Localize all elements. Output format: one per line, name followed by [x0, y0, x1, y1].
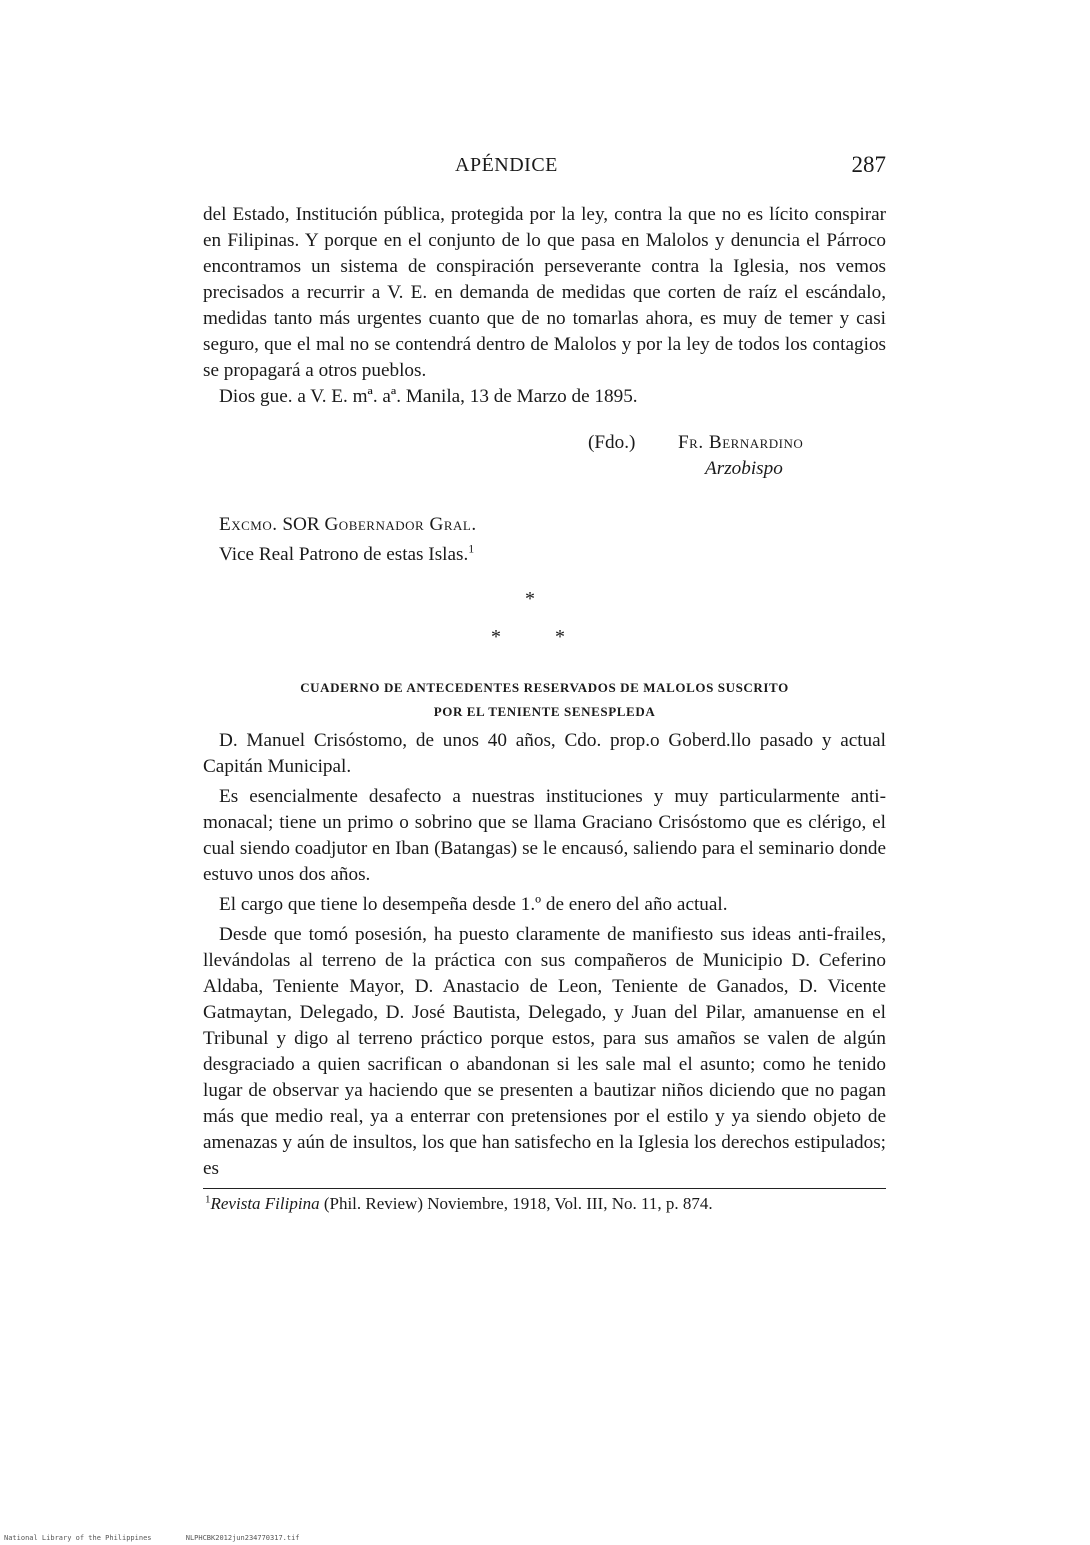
- section-paragraph: D. Manuel Crisóstomo, de unos 40 años, Cdo. prop.o Goberd.llo pasado y actual Capitán Municipal.: [203, 730, 886, 777]
- section-paragraph: Desde que tomó posesión, ha puesto claramente de manifiesto sus ideas anti-frailes, llevándolas al terreno de la práctica con sus compañeros de Municipio D. Ceferino Aldaba, Teniente Mayor, D. Anastacio de Leon, Teniente de Ganados, D. Vicente Gatmaytan, Delegado, D. José Bautista, Delegado, y Juan del Pilar, amanuense en el Tribunal y digo al terreno práctico porque estos, para sus amaños se valen de algún desgraciado a quien sacrifican o abandonan si les sale mal el asunto; como he tenido lugar de observar ya haciendo que se presenten a bautizar niños diciendo que no pagan más que medio real, ya a enterrar con pretensiones por el estilo y ya siendo objeto de amenazas y aún de insultos, los que han satisfecho en la Iglesia los derechos estipulados; es: [203, 924, 886, 1179]
- section-heading-line-1: CUADERNO DE ANTECEDENTES RESERVADOS DE MALOLOS SUSCRITO: [300, 680, 789, 695]
- addressee-block: [219, 510, 886, 570]
- addressee-line-2: [219, 540, 886, 570]
- addressee-title: Excmo.: [219, 514, 278, 535]
- asterism-star: *: [491, 626, 501, 648]
- running-title: APÉNDICE: [455, 154, 558, 176]
- section-heading-line-2: POR EL TENIENTE SENESPLEDA: [433, 704, 656, 719]
- addressee-honorific: SOR: [282, 514, 320, 535]
- addressee-office: Gobernador Gral.: [324, 514, 477, 535]
- letter-paragraph: del Estado, Institución pública, protegida por la ley, contra la que no es lícito conspirar en Filipinas. Y porque en el conjunto de lo que pasa en Malolos y denuncia el Párroco encontramos un sistema de conspiración perseverante contra la Iglesia, nos vemos precisados a recurrir a V. E. en demanda de medidas que corten de raíz el escándalo, medidas tanto más urgentes cuanto que de no tomarlas ahora, es muy de temer y casi seguro, que el mal no se contendrá dentro de Malolos y por la ley de todos los contagios se propagará a otros pueblos.: [203, 204, 886, 381]
- letter-body: [203, 202, 886, 410]
- asterism-star: *: [555, 626, 565, 648]
- footnote-reference: 1: [468, 541, 475, 556]
- signature-prefix: (Fdo.): [588, 432, 636, 453]
- library-stamp-file: NLPHCBK2012jun234770317.tif: [185, 1534, 300, 1542]
- addressee-line-1: [219, 510, 886, 540]
- footnote-source: Revista Filipina: [210, 1194, 320, 1213]
- asterism-divider: [203, 576, 886, 656]
- asterism-star: *: [525, 588, 535, 610]
- section-paragraph: Es esencialmente desafecto a nuestras instituciones y muy particularmente anti-monacal; tiene un primo o sobrino que se llama Graciano Crisóstomo que es clérigo, el cual siendo coadjutor en Iban (Batangas) se le encausó, saliendo para el seminario donde estuvo unos dos años.: [203, 786, 886, 885]
- footnote-marker: 1: [205, 1193, 211, 1206]
- section-heading: [203, 676, 886, 724]
- book-page: [203, 150, 886, 1215]
- letter-closing: Dios gue. a V. E. mª. aª. Manila, 13 de Marzo de 1895.: [219, 386, 638, 407]
- section-paragraph: El cargo que tiene lo desempeña desde 1.º de enero del año actual.: [219, 894, 728, 915]
- footnote-divider: [203, 1188, 886, 1189]
- page-number: 287: [851, 152, 886, 177]
- signature-role: Arzobispo: [705, 458, 783, 479]
- running-head: [203, 150, 886, 190]
- addressee-patron: Vice Real Patrono de estas Islas.: [219, 544, 469, 565]
- footnote-citation: (Phil. Review) Noviembre, 1918, Vol. III, No. 11, p. 874.: [319, 1194, 713, 1213]
- signature-block: [203, 432, 886, 486]
- library-stamp-name: National Library of the Philippines: [4, 1534, 152, 1542]
- section-body: [203, 728, 886, 1182]
- footnote: [203, 1193, 886, 1215]
- library-stamp: [4, 1534, 330, 1542]
- signature-name: Fr. Bernardino: [678, 432, 804, 453]
